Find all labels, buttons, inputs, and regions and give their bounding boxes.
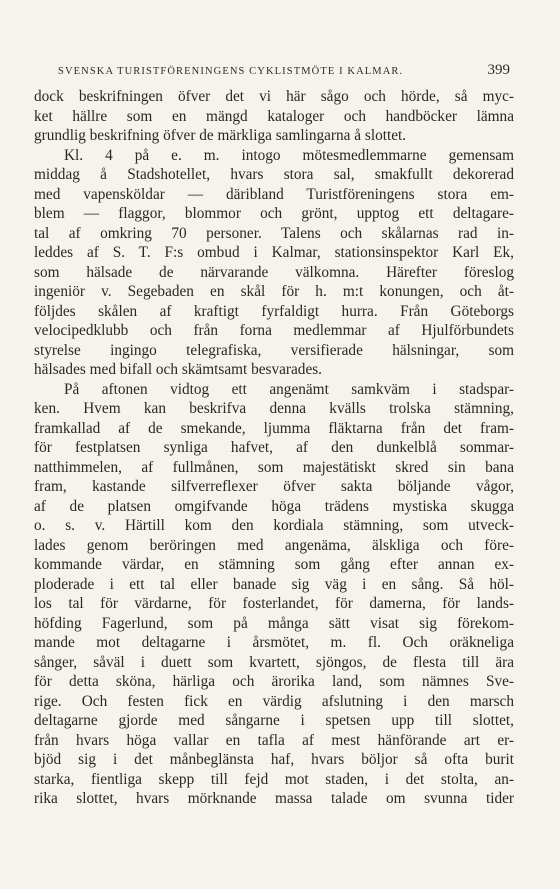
text-line: deltagarne gjorde med sångarne i spetsen upp till slottet, — [34, 712, 514, 729]
text-line: sånger, såväl i duett som kvartett, sjöngos, de flesta till ära — [34, 653, 514, 671]
body-text — [34, 87, 514, 809]
text-line: kommande värdar, en stämning som gång efter annan ex- — [34, 556, 514, 573]
text-line: ploderade i ett tal eller banade sig väg i en sång. Så höl- — [34, 575, 514, 593]
text-line: starka, fientliga skepp till fejd mot staden, i det stolta, an- — [34, 770, 514, 788]
text-line: lades genom beröringen med angenäma, älskliga och före- — [34, 536, 514, 554]
text-line: grundlig beskrifning öfver de märkliga samlingarna å slottet. — [34, 127, 407, 144]
text-line: för festplatsen synliga hafvet, af den dunkelblå sommar- — [34, 439, 514, 456]
text-line: middag å Stadshotellet, hvars stora sal, smakfullt dekorerad — [34, 166, 514, 183]
text-line: natthimmelen, af fullmånen, som majestätiskt skred sin bana — [34, 458, 514, 476]
text-line: dock beskrifningen öfver det vi här sågo och hörde, så myc- — [34, 88, 514, 105]
text-line: leddes af S. T. F:s ombud i Kalmar, stationsinspektor Karl Ek, — [34, 244, 514, 261]
text-line: fram, kastande silfverreflexer öfver sakta böljande vågor, — [34, 478, 514, 495]
text-line: ken. Hvem kan beskrifva denna kvälls trolska stämning, — [34, 400, 514, 417]
running-header — [58, 62, 510, 79]
text-line: rige. Och festen fick en värdig afslutning i den marsch — [34, 692, 514, 710]
text-line: styrelse ingingo telegrafiska, versifierade hälsningar, som — [34, 341, 514, 359]
text-line: los tal för värdarne, för fosterlandet, för damerna, för lands- — [34, 595, 514, 612]
text-line: ket hällre som en mängd kataloger och handböcker lämna — [34, 107, 514, 125]
text-line: som hälsade de närvarande välkomna. Härefter föreslog — [34, 263, 514, 281]
page-number: 399 — [487, 62, 510, 78]
text-line: för detta sköna, härliga och ärorika land, som nämnes Sve- — [34, 673, 514, 690]
text-line: hälsades med bifall och skämtsamt besvarades. — [34, 361, 323, 378]
text-line: från hvars höga vallar en tafla af mest hänförande art er- — [34, 731, 514, 749]
text-line: med vapensköldar — däribland Turistföreningens stora em- — [34, 185, 514, 203]
text-line: mande mot deltagarne i årsmötet, m. fl. Och oräkneliga — [34, 634, 514, 651]
text-line: På aftonen vidtog ett angenämt samkväm i stadspar- — [64, 380, 514, 398]
text-line: o. s. v. Härtill kom den kordiala stämning, som utveck- — [34, 517, 514, 534]
text-line: blem — flaggor, blommor och grönt, upptog ett deltagare- — [34, 205, 514, 222]
text-line: rika slottet, hvars mörknande massa talade om svunna tider — [34, 790, 514, 807]
text-line: af de platsen omgifvande höga trädens mystiska skugga — [34, 497, 514, 515]
text-line: följdes skålen af kraftigt fyrfaldigt hurra. Från Göteborgs — [34, 302, 514, 320]
text-line: Kl. 4 på e. m. intogo mötesmedlemmarne gemensam — [64, 146, 514, 164]
text-line: höfding Fagerlund, som på många sätt visat sig förekom- — [34, 614, 514, 632]
text-line: bjöd sig i det månbeglänsta haf, hvars böljor så ofta burit — [34, 751, 514, 768]
text-line: velocipedklubb och från forna medlemmar af Hjulförbundets — [34, 322, 514, 339]
text-line: framkallad af de smekande, ljumma fläktarna från det fram- — [34, 419, 514, 437]
text-line: ingeniör v. Segebaden en skål för h. m:t konungen, och åt- — [34, 283, 514, 300]
text-line: tal af omkring 70 personer. Talens och skålarnas rad in- — [34, 224, 514, 242]
running-title: SVENSKA TURISTFÖRENINGENS CYKLISTMÖTE I KALMAR. — [58, 66, 404, 77]
